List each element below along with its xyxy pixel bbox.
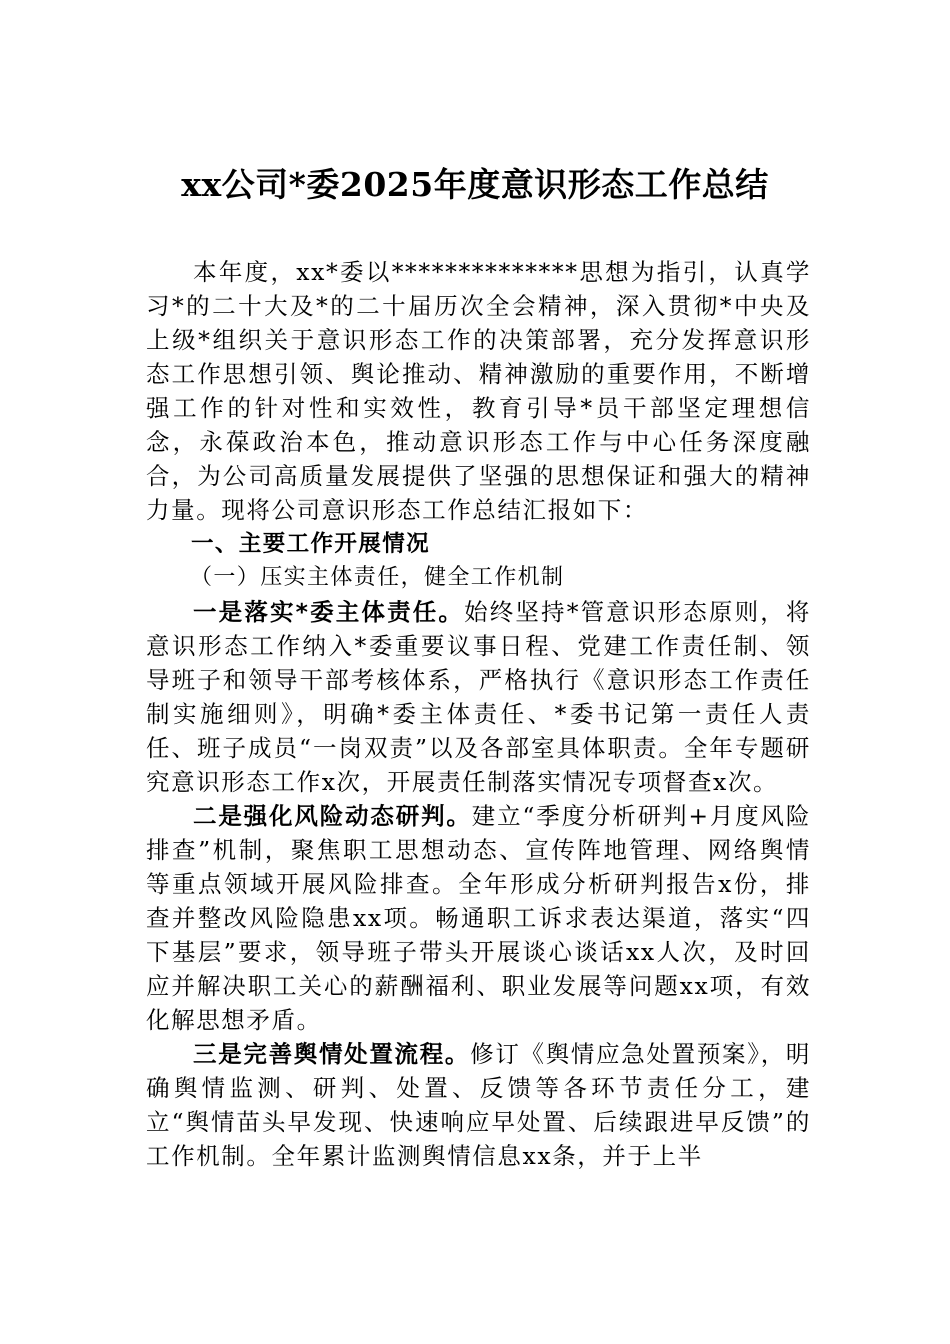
paragraph-text-1: 始终坚持*管意识形态原则，将意识形态工作纳入*委重要议事日程、党建工作责任制、领导班子和领导干部考核体系，严格执行《意识形态工作责任制实施细则》，明确*委主体责任、*委书记第一责任人责任、班子成员“一岗双责”以及各部室具体职责。全年专题研究意识形态工作x次，开展责任制落实情况专项督查x次。 — [146, 598, 811, 796]
paragraph-text-3: 修订《舆情应急处置预案》，明确舆情监测、研判、处置、反馈等各环节责任分工，建立“舆情苗头早发现、快速响应早处置、后续跟进早反馈”的工作机制。全年累计监测舆情信息xx条，并于上半 — [146, 1040, 811, 1170]
document-body — [146, 255, 811, 1173]
document-title: xx公司*委2025年度意识形态工作总结 — [181, 165, 769, 204]
paragraph-lead-3: 三是完善舆情处置流程。 — [193, 1040, 471, 1068]
section-heading-main-work: 一、主要工作开展情况 — [191, 531, 431, 557]
paragraph-text-2: 建立“季度分析研判+月度风险排查”机制，聚焦职工思想动态、宣传阵地管理、网络舆情等重点领域开展风险排查。全年形成分析研判报告x份，排查并整改风险隐患xx项。畅通职工诉求表达渠道，落实“四下基层”要求，领导班子带头开展谈心谈话xx人次，及时回应并解决职工关心的薪酬福利、职业发展等问题xx项，有效化解思想矛盾。 — [146, 802, 811, 1034]
subsection-heading-responsibility: （一）压实主体责任，健全工作机制 — [190, 565, 565, 590]
paragraph-item-1 — [146, 595, 811, 799]
paragraph-item-3 — [146, 1037, 811, 1173]
paragraph-lead-1: 一是落实*委主体责任。 — [193, 598, 465, 626]
paragraph-lead-2: 二是强化风险动态研判。 — [193, 802, 472, 830]
paragraph-item-2 — [146, 799, 811, 1037]
intro-paragraph: 本年度，xx*委以**************思想为指引，认真学习*的二十大及*的二十届历次全会精神，深入贯彻*中央及上级*组织关于意识形态工作的决策部署，充分发挥意识形态工作思想引领、舆论推动、精神激励的重要作用，不断增强工作的针对性和实效性，教育引导*员干部坚定理想信念，永葆政治本色，推动意识形态工作与中心任务深度融合，为公司高质量发展提供了坚强的思想保证和强大的精神力量。现将公司意识形态工作总结汇报如下： — [146, 258, 811, 524]
